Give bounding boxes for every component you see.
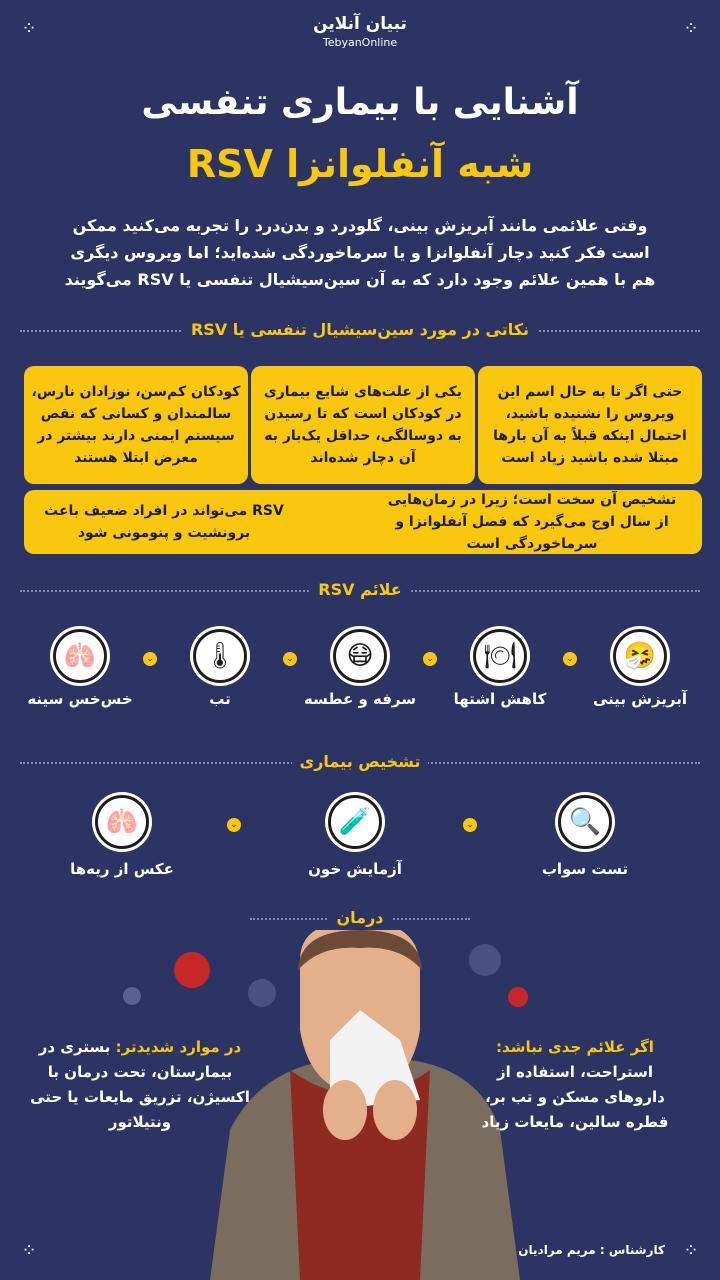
chevron-down-icon: ⌄ xyxy=(227,818,241,832)
title-line2: شبه آنفلوانزا RSV xyxy=(186,142,534,186)
runny-nose-icon: 🤧 xyxy=(613,629,667,683)
logo-fa: تبیان آنلاین xyxy=(313,14,407,34)
treatment-mild-heading: اگر علائم جدی نباشد: xyxy=(496,1038,654,1056)
tip-card: یکی از علت‌های شایع بیماری در کودکان است که تا رسیدن به دوسالگی، حداقل یک‌بار به آن دچار شده‌اند xyxy=(251,366,475,484)
logo-en: TebyanOnline xyxy=(322,36,398,49)
treatment-title: درمان xyxy=(329,908,392,927)
intro-paragraph: وقتی علائمی مانند آبریزش بینی، گلودرد و بدن‌درد را تجربه می‌کنید ممکن است فکر کنید دچار آنفلوانزا و یا سرماخوردگی شده‌اید؛ اما ویروس دیگری هم با همین علائم وجود دارد که به آن سین‌سیشیال تنفسی یا RSV می‌گویند xyxy=(64,216,656,289)
thermometer-icon: 🌡 xyxy=(193,629,247,683)
diagnosis-label: عکس از ریه‌ها xyxy=(70,860,174,878)
diagnosis-title: تشخیص بیماری xyxy=(292,752,429,771)
lungs-xray-icon: 🫁 xyxy=(95,795,149,849)
symptom-label: آبریزش بینی xyxy=(592,690,688,708)
swab-test-icon: 🔍 xyxy=(558,795,612,849)
logo-mark-icon: ⁘ xyxy=(683,1240,699,1261)
tip-card: کودکان کم‌سن، نوزادان نارس، سالمندان و کسانی که نقص سیستم ایمنی دارند بیشتر در معرض ابتلا هستند xyxy=(24,366,248,484)
symptom-label: خس‌خس سینه xyxy=(27,690,133,708)
credit: کارشناس : مریم مرادیان xyxy=(518,1243,665,1257)
chevron-down-icon: ⌄ xyxy=(423,652,437,666)
tip-card-wide xyxy=(24,490,702,554)
logo-mark-icon: ⁘ xyxy=(21,1240,37,1261)
symptom-label: سرفه و عطسه xyxy=(304,690,416,708)
chevron-down-icon: ⌄ xyxy=(563,652,577,666)
diagnosis-heading xyxy=(20,752,700,771)
treatment-heading xyxy=(250,908,470,927)
treatment-severe-body: بستری در بیمارستان، تحت درمان با اکسیژن، تزریق مایعات یا حتی ونتیلاتور xyxy=(30,1038,250,1131)
treatment-mild-body: استراحت، استفاده از داروهای مسکن و تب بر، قطره سالین، مایعات زیاد xyxy=(481,1063,669,1131)
tip-wide-left: RSV می‌تواند در افراد ضعیف باعث برونشیت و پنومونی شود xyxy=(44,503,284,541)
treatment-mild xyxy=(465,1035,685,1135)
treatment-severe xyxy=(30,1035,250,1135)
chevron-down-icon: ⌄ xyxy=(143,652,157,666)
tip-card: حتی اگر تا به حال اسم این ویروس را نشنیده باشید، احتمال اینکه قبلاً به آن بارها مبتلا شده باشید زیاد است xyxy=(478,366,702,484)
cough-icon: 😷 xyxy=(333,629,387,683)
symptoms-heading xyxy=(20,580,700,599)
title-line1: آشنایی با بیماری تنفسی xyxy=(141,82,579,123)
treatment-severe-heading: در موارد شدیدتر: xyxy=(115,1038,242,1056)
logo-mark-icon: ⁘ xyxy=(683,18,699,39)
diagnosis-label: تست سواب xyxy=(541,860,629,878)
blood-test-icon: 🧪 xyxy=(328,795,382,849)
tips-heading xyxy=(20,320,700,339)
chevron-down-icon: ⌄ xyxy=(463,818,477,832)
tips-title: نکاتی در مورد سین‌سیشیال تنفسی یا RSV xyxy=(183,320,537,339)
tip-wide-right: تشخیص آن سخت است؛ زیرا در زمان‌هایی از سال اوج می‌گیرد که فصل آنفلوانزا و سرماخوردگی است xyxy=(387,492,677,552)
symptoms-title: علائم RSV xyxy=(310,580,409,599)
diagnosis-label: آزمایش خون xyxy=(308,860,402,878)
chevron-down-icon: ⌄ xyxy=(283,652,297,666)
symptom-label: کاهش اشتها xyxy=(453,690,547,708)
wheezing-icon: 🫁 xyxy=(53,629,107,683)
logo-mark-icon: ⁘ xyxy=(21,18,37,39)
site-logo xyxy=(0,14,720,49)
symptom-label: تب xyxy=(209,690,231,708)
food-plate-icon: 🍽 xyxy=(473,629,527,683)
